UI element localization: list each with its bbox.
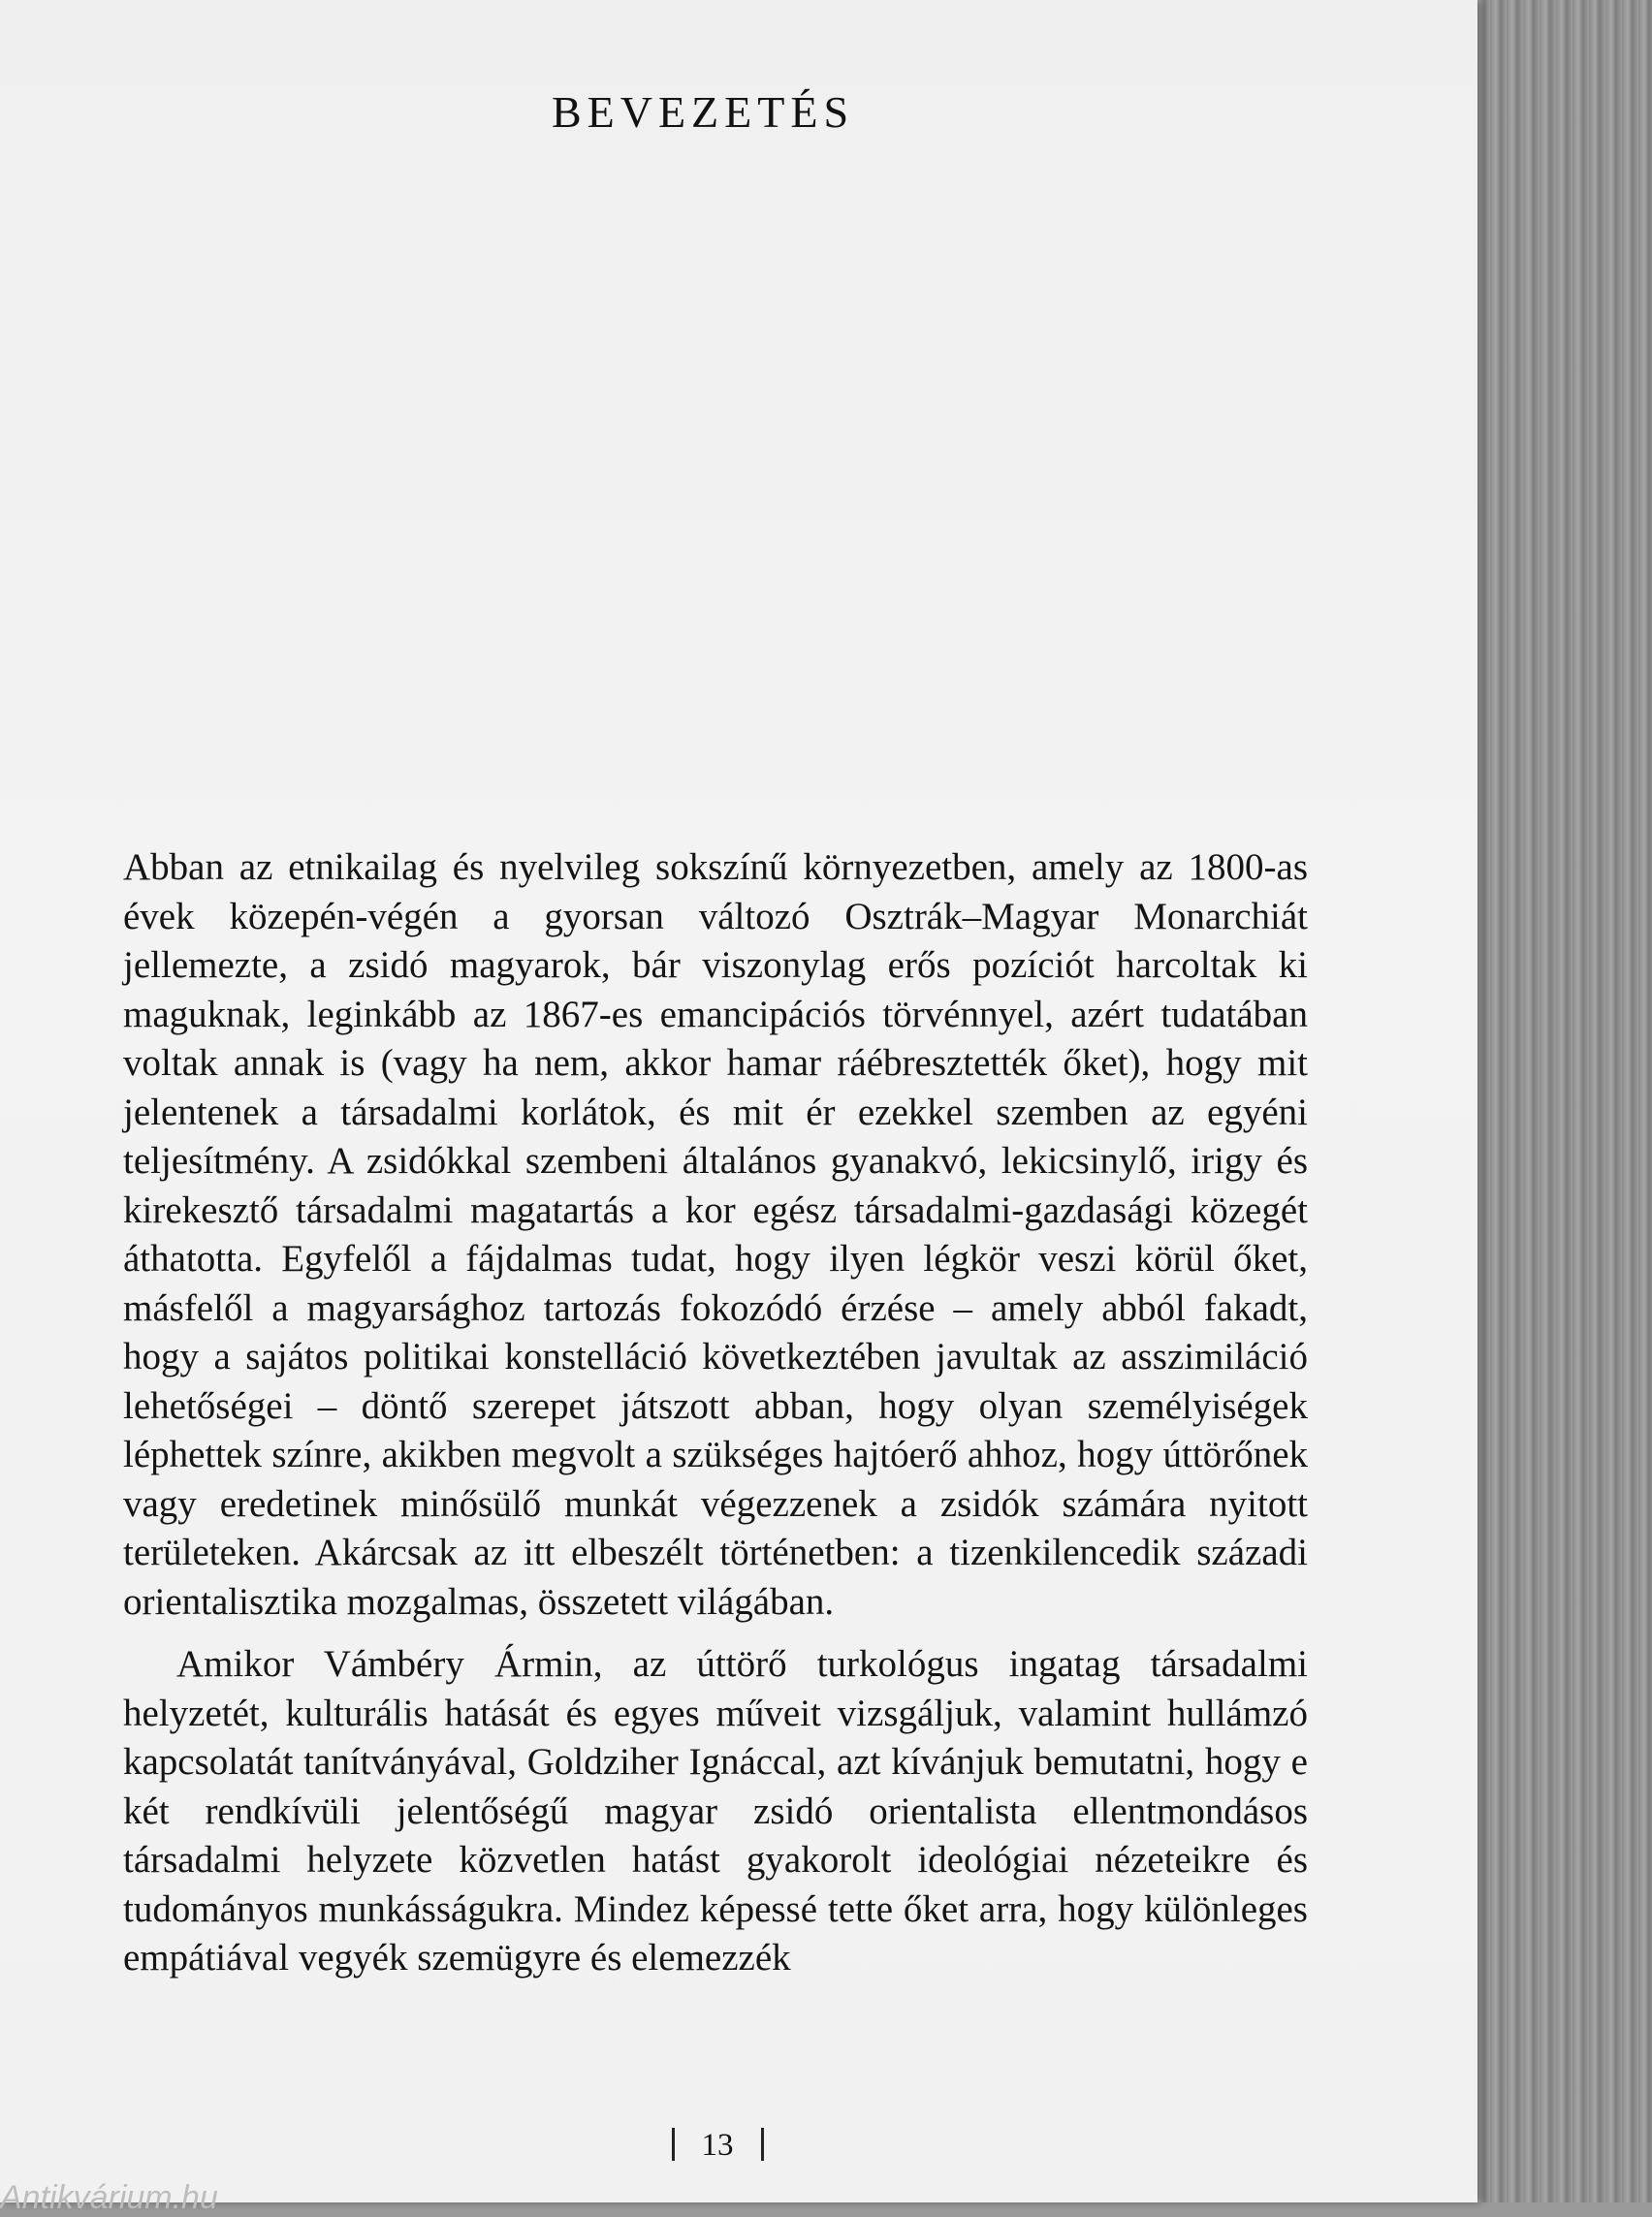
paragraph-1: Abban az etnikailag és nyelvileg sokszínű környezetben, amely az 1800-as évek közepén-végén a gyorsan változó Osztrák–Magyar Monarchiát jellemezte, a zsidó magyarok, bár viszonylag erős pozíciót harcoltak ki maguknak, leginkább az 1867-es emancipációs törvénnyel, azért tudatában voltak annak is (vagy ha nem, akkor hamar ráébresztették őket), hogy mit jelentenek a társadalmi korlátok, és mit ér ezekkel szemben az egyéni teljesítmény. A zsidókkal szembeni általános gyanakvó, lekicsinylő, irigy és kirekesztő társadalmi magatartás a kor egész társadalmi-gazdasági közegét áthatotta. Egyfelől a fájdalmas tudat, hogy ilyen légkör veszi körül őket, másfelől a magyarsághoz tartozás fokozódó érzése – amely abból fakadt, hogy a sajátos politikai konstelláció következtében javultak az asszimiláció lehetőségei – döntő szerepet játszott abban, hogy olyan személyiségek léphettek színre, akikben megvolt a szükséges hajtóerő ahhoz, hogy úttörőnek vagy eredetinek minősülő munkát végezzenek a zsidók számára nyitott területeken. Akárcsak az itt elbeszélt történetben: a tizenkilencedik századi orientalisztika mozgalmas, összetett világában.	[123, 846, 1308, 1623]
watermark: Antikvárium.hu	[0, 2179, 218, 2216]
page-number: 13	[701, 2128, 734, 2163]
body-text	[123, 843, 1308, 1983]
paragraph-2: Amikor Vámbéry Ármin, az úttörő turkológus ingatag társadalmi helyzetét, kulturális hatását és egyes műveit vizsgáljuk, valamint hullámzó kapcsolatát tanítványával, Goldziher Ignáccal, azt kívánjuk bemutatni, hogy e két rendkívüli jelentőségű magyar zsidó orientalista ellentmondásos társadalmi helyzete közvetlen hatást gyakorolt ideológiai nézeteikre és tudományos munkásságukra. Mindez képessé tette őket arra, hogy különleges empátiával vegyék szemügyre és elemezzék	[123, 1643, 1308, 1979]
page-number-footer	[0, 2128, 1435, 2164]
right-rule	[761, 2128, 764, 2161]
page-title: BEVEZETÉS	[551, 86, 855, 137]
background-surface	[1474, 0, 1652, 2202]
left-rule	[672, 2128, 675, 2161]
